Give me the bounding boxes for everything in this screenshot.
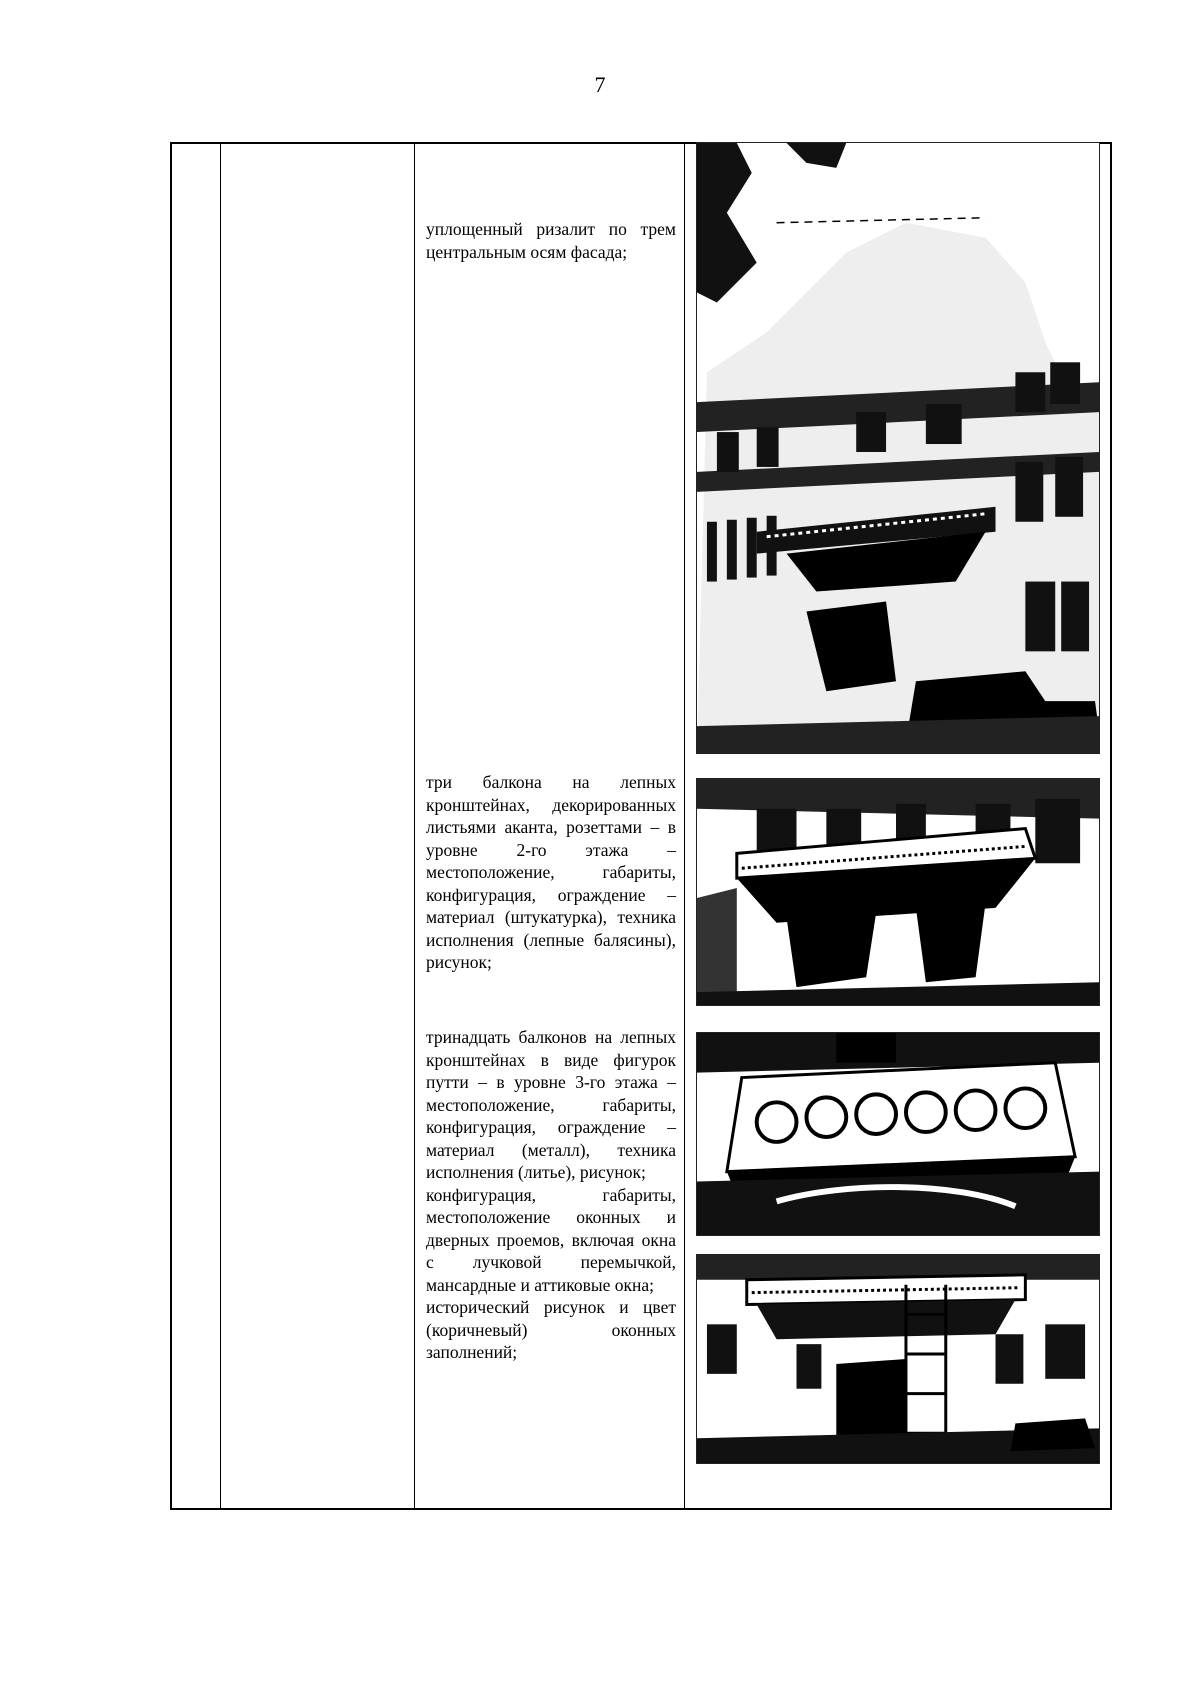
street-facade-illustration xyxy=(697,1255,1099,1463)
balcony-second-floor-photo xyxy=(696,778,1100,1006)
facade-photo xyxy=(696,142,1100,754)
balcony-third-floor-photo xyxy=(696,1032,1100,1236)
facade-illustration xyxy=(697,143,1099,753)
page-number: 7 xyxy=(594,72,606,97)
description-block-risalit xyxy=(426,218,676,263)
description-block-balconies-3 xyxy=(426,1026,676,1364)
monument-table xyxy=(170,142,1112,1510)
description-window-fillings: исторический рисунок и цвет (коричневый) оконных заполнений; xyxy=(426,1297,676,1362)
description-risalit: уплощенный ризалит по трем центральным осям фасада; xyxy=(426,219,676,262)
balcony-third-floor-illustration xyxy=(697,1033,1099,1235)
description-block-balconies-2 xyxy=(426,771,676,974)
column-divider xyxy=(684,144,685,1508)
street-facade-photo xyxy=(696,1254,1100,1464)
balcony-second-floor-illustration xyxy=(697,779,1099,1005)
description-balconies-third-floor: тринадцать балконов на лепных кронштейнах в виде фигурок путти – в уровне 3-го этажа – местоположение, габариты, конфигурация, ограждение – материал (металл), техника исполнения (литье), рисунок; xyxy=(426,1027,676,1182)
column-divider xyxy=(220,144,221,1508)
description-openings: конфигурация, габариты, местоположение оконных и дверных проемов, включая окна с лучковой перемычкой, мансардные и аттиковые окна; xyxy=(426,1184,676,1295)
column-divider xyxy=(414,144,415,1508)
description-balconies-second-floor: три балкона на лепных кронштейнах, декорированных листьями аканта, розеттами – в уровне 2-го этажа – местоположение, габариты, конфигурация, ограждение – материал (штукатурка), техника исполнения (лепные балясины), рисунок; xyxy=(426,772,676,972)
